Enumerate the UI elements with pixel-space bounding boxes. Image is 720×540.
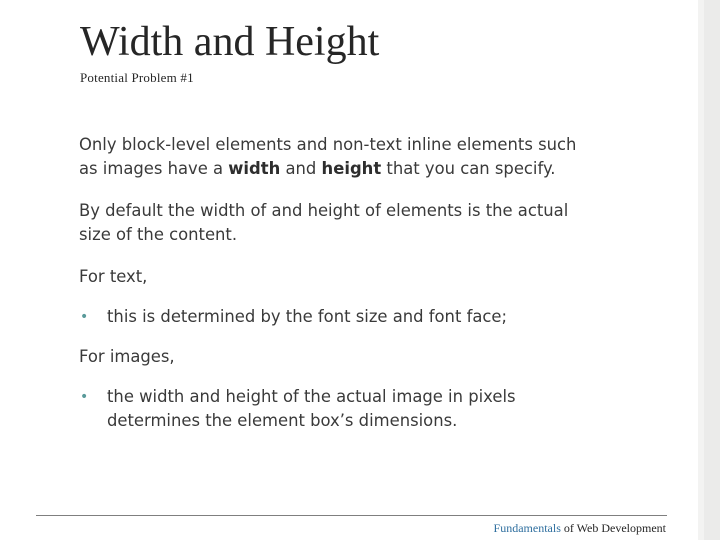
slide-subtitle: Potential Problem #1 [80,70,194,85]
bullet-item-text [79,305,599,329]
footer-rest: of Web Development [560,521,666,535]
paragraph-1-text-a: Only block-level elements and non-text inline elements such as images have a [79,135,577,178]
keyword-height: height [321,159,382,178]
images-heading: For images, [79,347,175,366]
footer-divider [36,515,667,516]
bullet-dot-icon: • [80,389,89,405]
footer-accent-word: Fundamentals [493,521,561,535]
paragraph-1-text-b: and [280,159,322,178]
paragraph-default-size: By default the width of and height of elements is the actual size of the content. [79,201,569,244]
left-margin [0,0,36,540]
paragraph-1-text-c: that you can specify. [381,159,556,178]
bullet-text: this is determined by the font size and font face; [107,307,508,326]
bullet-text: the width and height of the actual image in pixels determines the element box’s dimensions. [107,387,516,430]
slide-body [79,133,599,449]
keyword-width: width [228,159,281,178]
right-bar-highlight [698,0,704,540]
right-decorative-bar [698,0,720,540]
slide-title: Width and Height [80,19,380,65]
paragraph-block-elements [79,133,599,181]
text-heading: For text, [79,267,148,286]
footer-course-title [494,521,666,536]
bullet-dot-icon: • [80,309,89,325]
bullet-item-images [79,385,599,433]
